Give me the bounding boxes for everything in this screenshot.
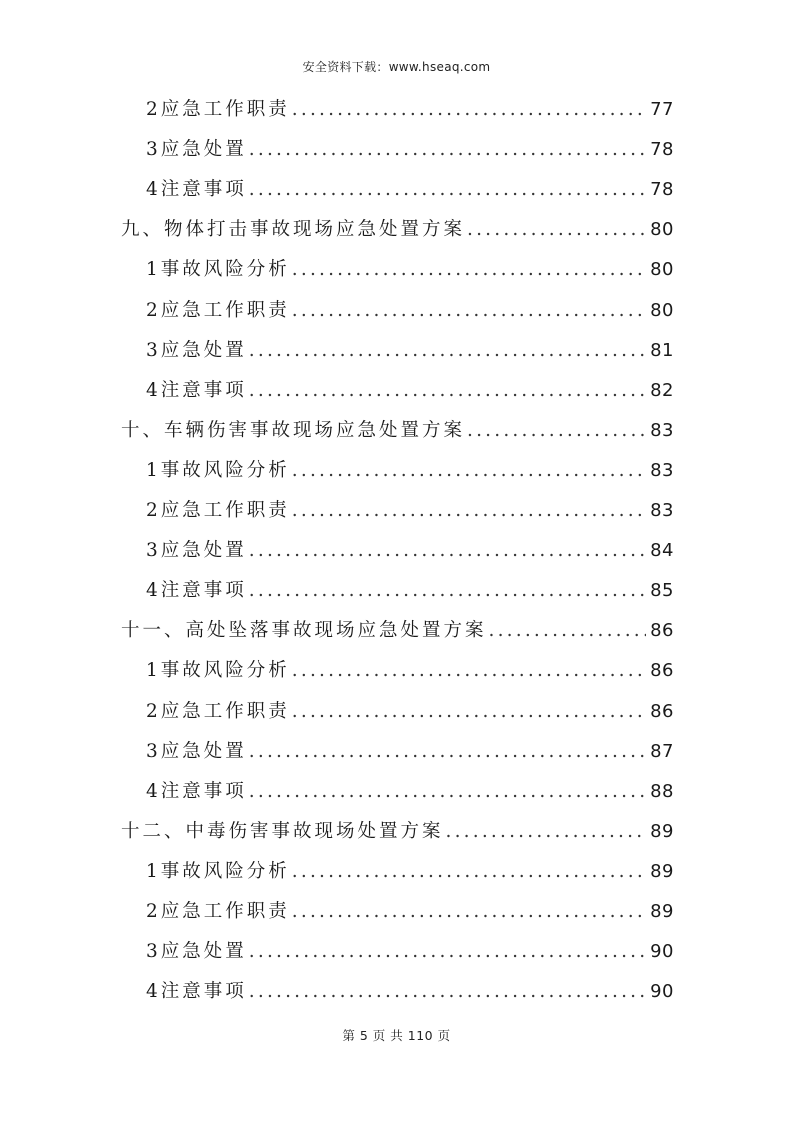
toc-entry-title: 2应急工作职责 bbox=[146, 700, 290, 722]
toc-page-number: 89 bbox=[650, 901, 674, 922]
toc-page-number: 87 bbox=[650, 740, 674, 762]
toc-page-number: 86 bbox=[650, 660, 674, 682]
toc-dot-leader bbox=[249, 170, 646, 210]
toc-section-entry[interactable] bbox=[146, 371, 674, 411]
toc-page-number: 89 bbox=[650, 820, 674, 842]
toc-dot-leader bbox=[292, 250, 646, 290]
toc-entry-title: 十、车辆伤害事故现场应急处置方案 bbox=[121, 419, 466, 441]
toc-entry-title: 4注意事项 bbox=[146, 981, 247, 1003]
toc-dot-leader bbox=[292, 291, 646, 331]
toc-dot-leader bbox=[249, 331, 646, 371]
toc-page-number: 89 bbox=[650, 860, 674, 882]
toc-dot-leader bbox=[249, 531, 646, 571]
toc-dot-leader bbox=[446, 812, 647, 852]
toc-section-entry[interactable] bbox=[146, 571, 674, 611]
toc-section-entry[interactable] bbox=[146, 491, 674, 531]
toc-page-number: 90 bbox=[650, 981, 674, 1003]
toc-entry-title: 1事故风险分析 bbox=[146, 459, 290, 481]
toc-dot-leader bbox=[292, 451, 646, 491]
toc-dot-leader bbox=[292, 892, 646, 932]
toc-dot-leader bbox=[249, 732, 646, 772]
toc-section-entry[interactable] bbox=[146, 170, 674, 210]
toc-chapter-entry[interactable] bbox=[121, 812, 674, 852]
toc-entry-title: 十二、中毒伤害事故现场处置方案 bbox=[121, 820, 444, 842]
toc-entry-title: 1事故风险分析 bbox=[146, 259, 290, 281]
toc-entry-title: 九、物体打击事故现场应急处置方案 bbox=[121, 219, 466, 241]
toc-dot-leader bbox=[292, 90, 646, 130]
toc-chapter-entry[interactable] bbox=[121, 411, 674, 451]
toc-page-number: 80 bbox=[650, 219, 674, 241]
toc-entry-title: 4注意事项 bbox=[146, 179, 247, 201]
toc-page-number: 78 bbox=[650, 139, 674, 161]
toc-section-entry[interactable] bbox=[146, 531, 674, 571]
toc-dot-leader bbox=[467, 411, 646, 451]
toc-page-number: 80 bbox=[650, 299, 674, 321]
toc-dot-leader bbox=[292, 651, 646, 691]
toc-page-number: 83 bbox=[650, 419, 674, 441]
toc-section-entry[interactable] bbox=[146, 250, 674, 290]
toc-chapter-entry[interactable] bbox=[121, 611, 674, 651]
toc-section-entry[interactable] bbox=[146, 291, 674, 331]
toc-entry-title: 1事故风险分析 bbox=[146, 660, 290, 682]
toc-entry-title: 3应急处置 bbox=[146, 941, 247, 963]
toc-entry-title: 1事故风险分析 bbox=[146, 860, 290, 882]
toc-dot-leader bbox=[249, 371, 646, 411]
toc-section-entry[interactable] bbox=[146, 932, 674, 972]
toc-section-entry[interactable] bbox=[146, 972, 674, 1012]
toc-page-number: 83 bbox=[650, 459, 674, 481]
toc-dot-leader bbox=[292, 491, 646, 531]
toc-page-number: 85 bbox=[650, 580, 674, 602]
toc-page-number: 88 bbox=[650, 780, 674, 802]
page-footer: 第 5 页 共 110 页 bbox=[342, 1028, 451, 1043]
toc-page-number: 80 bbox=[650, 259, 674, 281]
toc-dot-leader bbox=[489, 611, 647, 651]
toc-dot-leader bbox=[249, 772, 646, 812]
toc-page-number: 86 bbox=[650, 620, 674, 642]
toc-page-number: 77 bbox=[650, 99, 674, 120]
toc-dot-leader bbox=[249, 130, 646, 170]
toc-section-entry[interactable] bbox=[146, 651, 674, 691]
toc-section-entry[interactable] bbox=[146, 892, 674, 932]
toc-entry-title: 3应急处置 bbox=[146, 740, 247, 762]
toc-entry-title: 2应急工作职责 bbox=[146, 99, 290, 120]
toc-section-entry[interactable] bbox=[146, 331, 674, 371]
toc-dot-leader bbox=[467, 210, 646, 250]
toc-entry-title: 3应急处置 bbox=[146, 540, 247, 562]
toc-entry-title: 4注意事项 bbox=[146, 379, 247, 401]
toc-section-entry[interactable] bbox=[146, 852, 674, 892]
toc-page-number: 84 bbox=[650, 540, 674, 562]
toc-dot-leader bbox=[292, 852, 646, 892]
toc-entry-title: 3应急处置 bbox=[146, 339, 247, 361]
toc-section-entry[interactable] bbox=[146, 692, 674, 732]
toc-page-number: 78 bbox=[650, 179, 674, 201]
toc-dot-leader bbox=[249, 571, 646, 611]
toc-dot-leader bbox=[292, 692, 646, 732]
toc-dot-leader bbox=[249, 972, 646, 1012]
toc-section-entry[interactable] bbox=[146, 451, 674, 491]
toc-section-entry[interactable] bbox=[146, 772, 674, 812]
toc-chapter-entry[interactable] bbox=[121, 210, 674, 250]
toc-entry-title: 2应急工作职责 bbox=[146, 901, 290, 922]
toc-entry-title: 3应急处置 bbox=[146, 139, 247, 161]
toc-section-entry[interactable] bbox=[146, 732, 674, 772]
toc-page-number: 86 bbox=[650, 700, 674, 722]
toc-page-number: 90 bbox=[650, 941, 674, 963]
toc-dot-leader bbox=[249, 932, 646, 972]
page-header: 安全资料下载：www.hseaq.com bbox=[302, 60, 491, 74]
toc-entry-title: 2应急工作职责 bbox=[146, 500, 290, 521]
toc-page-number: 82 bbox=[650, 379, 674, 401]
toc-entry-title: 十一、高处坠落事故现场应急处置方案 bbox=[121, 620, 487, 642]
toc-section-entry[interactable] bbox=[146, 130, 674, 170]
toc-entry-title: 4注意事项 bbox=[146, 580, 247, 602]
toc-entry-title: 2应急工作职责 bbox=[146, 299, 290, 321]
toc-entry-title: 4注意事项 bbox=[146, 780, 247, 802]
toc-page-number: 83 bbox=[650, 500, 674, 521]
toc-section-entry[interactable] bbox=[146, 90, 674, 130]
toc-page-number: 81 bbox=[650, 339, 674, 361]
